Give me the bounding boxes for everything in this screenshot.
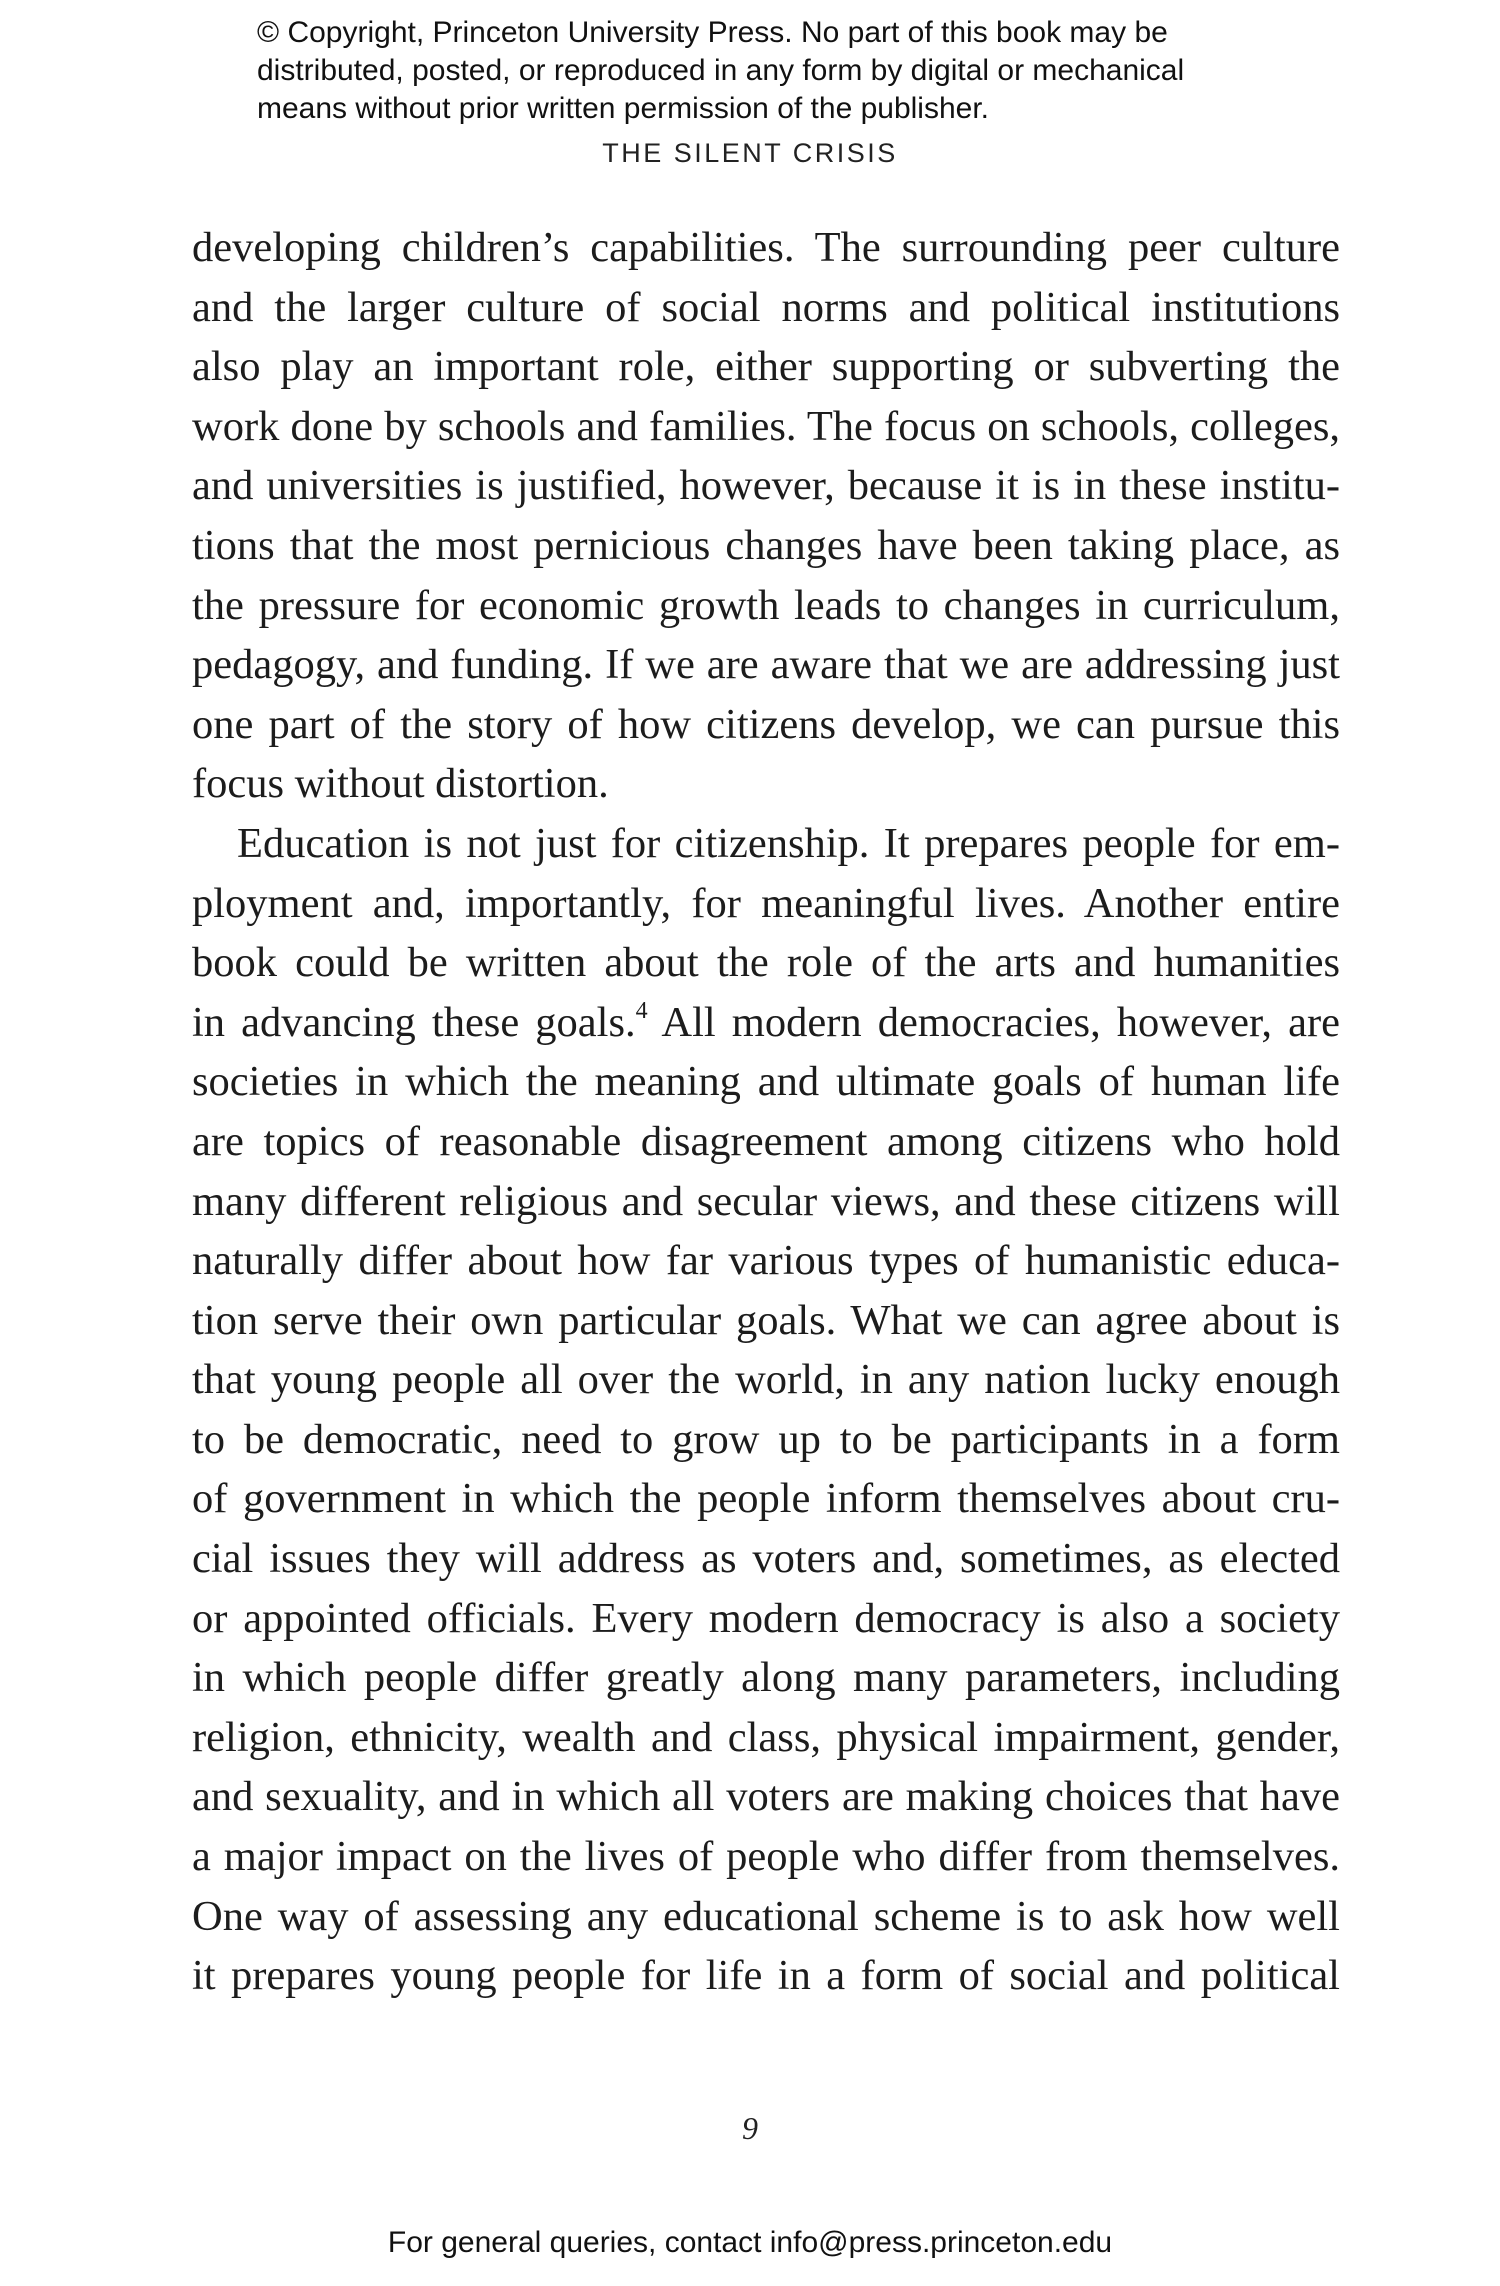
text-line: to be democratic, need to grow up to be participants in a form: [192, 1415, 1340, 1463]
text-line: also play an important role, either supporting or subverting the: [192, 343, 1340, 391]
text-line: that young people all over the world, in any nation lucky enough: [192, 1356, 1340, 1404]
text-line: a major impact on the lives of people who differ from themselves.: [192, 1833, 1340, 1881]
footer-contact: For general queries, contact info@press.princeton.edu: [387, 2226, 1113, 2259]
text-line: naturally differ about how far various types of humanistic educa-: [192, 1237, 1340, 1285]
text-line-with-footnote: [192, 993, 1340, 1053]
text-line: tions that the most pernicious changes have been taking place, as: [192, 521, 1340, 569]
text-line: and universities is justified, however, because it is in these institu-: [192, 462, 1340, 510]
footnote-marker: 4: [635, 997, 648, 1024]
page-number: 9: [742, 2110, 758, 2146]
text-line: One way of assessing any educational scheme is to ask how well: [192, 1892, 1340, 1940]
text-line: or appointed officials. Every modern democracy is also a society: [192, 1594, 1340, 1642]
text-line: developing children’s capabilities. The surrounding peer culture: [192, 224, 1340, 271]
text-line: of government in which the people inform themselves about cru-: [192, 1475, 1340, 1523]
copyright-notice: [257, 14, 1357, 128]
text-line: ployment and, importantly, for meaningful lives. Another entire: [192, 879, 1340, 927]
text-line: and the larger culture of social norms and political institutions: [192, 283, 1340, 331]
text-line: pedagogy, and funding. If we are aware that we are addressing just: [192, 641, 1340, 689]
text-line: cial issues they will address as voters and, sometimes, as elected: [192, 1535, 1340, 1583]
text-line: focus without distortion.: [192, 760, 609, 808]
text-line: work done by schools and families. The focus on schools, colleges,: [192, 402, 1340, 450]
text-line: one part of the story of how citizens develop, we can pursue this: [192, 700, 1340, 748]
text-line: tion serve their own particular goals. What we can agree about is: [192, 1296, 1340, 1344]
text-line: societies in which the meaning and ultimate goals of human life: [192, 1058, 1340, 1106]
text-line: book could be written about the role of the arts and humanities: [192, 939, 1340, 987]
text-line: in which people differ greatly along many parameters, including: [192, 1654, 1340, 1702]
body-text: [192, 218, 1340, 2006]
text-line: and sexuality, and in which all voters are making choices that have: [192, 1773, 1340, 1821]
text-line: are topics of reasonable disagreement among citizens who hold: [192, 1117, 1340, 1165]
copyright-line: means without prior written permission of the publisher.: [257, 92, 990, 125]
copyright-line: distributed, posted, or reproduced in any form by digital or mechanical: [257, 54, 1185, 87]
text-line: Education is not just for citizenship. It prepares people for em-: [237, 819, 1340, 867]
text-line: religion, ethnicity, wealth and class, physical impairment, gender,: [192, 1713, 1340, 1761]
text-line: the pressure for economic growth leads to changes in curriculum,: [192, 581, 1340, 629]
copyright-line: © Copyright, Princeton University Press. No part of this book may be: [257, 16, 1168, 49]
running-head: THE SILENT CRISIS: [602, 138, 898, 168]
text-segment: All modern democracies, however, are: [647, 998, 1340, 1046]
text-line: it prepares young people for life in a form of social and political: [192, 1952, 1340, 2000]
text-line: many different religious and secular views, and these citizens will: [192, 1177, 1340, 1225]
text-segment: in advancing these goals.: [192, 998, 636, 1046]
